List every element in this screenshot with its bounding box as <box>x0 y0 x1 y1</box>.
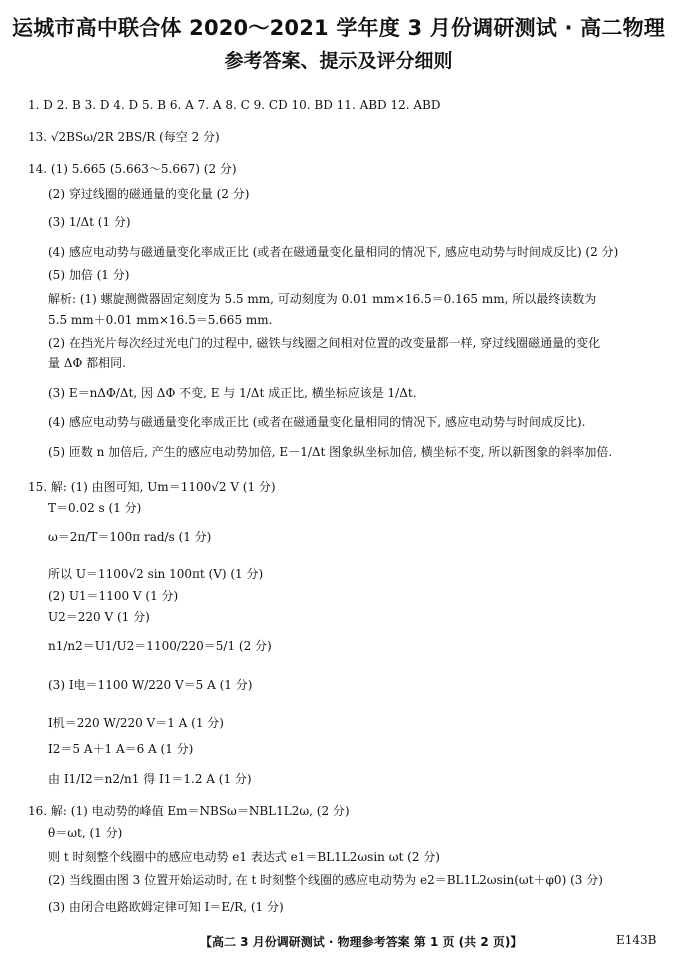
answer-line-analysis: 解析: (1) 螺旋测微器固定刻度为 5.5 mm, 可动刻度为 0.01 mm×16.5＝0.165 mm, 所以最终读数为 <box>48 292 597 306</box>
answer-line-q16: (2) 当线圈由图 3 位置开始运动时, 在 t 时刻整个线圈的感应电动势为 e2＝BL1L2ωsin(ωt＋φ0) (3 分) <box>48 873 603 887</box>
answer-line-q14-4: (4) 感应电动势与磁通量变化率成正比 (或者在磁通量变化量相同的情况下, 感应电动势与时间成反比) (2 分) <box>48 245 619 259</box>
answer-line-q16: 则 t 时刻整个线圈中的感应电动势 e1 表达式 e1＝BL1L2ωsin ωt (2 分) <box>48 850 440 864</box>
answer-line-q15: I2＝5 A＋1 A＝6 A (1 分) <box>48 742 194 756</box>
page-footer: 【高二 3 月份调研测试 · 物理参考答案 第 1 页 (共 2 页)】 <box>200 935 523 949</box>
answer-line-analysis: (5) 匝数 n 加倍后, 产生的感应电动势加倍, E－1/Δt 图象纵坐标加倍, 横坐标不变, 所以新图象的斜率加倍. <box>48 445 613 459</box>
answer-line-analysis: (4) 感应电动势与磁通量变化率成正比 (或者在磁通量变化量相同的情况下, 感应电动势与时间成反比). <box>48 415 586 429</box>
answer-line-q14-2: (2) 穿过线圈的磁通量的变化量 (2 分) <box>48 187 250 201</box>
answer-line-q15: T＝0.02 s (1 分) <box>48 501 142 515</box>
answer-line-analysis: 量 ΔΦ 都相同. <box>48 356 126 370</box>
answer-line-q15: (3) I电＝1100 W/220 V＝5 A (1 分) <box>48 678 253 692</box>
page-title: 运城市高中联合体 2020～2021 学年度 3 月份调研测试 · 高二物理 <box>12 16 665 40</box>
answer-line-analysis: (2) 在挡光片每次经过光电门的过程中, 磁铁与线圈之间相对位置的改变量都一样, 穿过线圈磁通量的变化 <box>48 336 601 350</box>
answer-line-q15: U2＝220 V (1 分) <box>48 610 150 624</box>
answer-line-q16: (3) 由闭合电路欧姆定律可知 I＝E/R, (1 分) <box>48 900 284 914</box>
answer-line-q14-5: (5) 加倍 (1 分) <box>48 268 130 282</box>
answer-line-q14-3: (3) 1/Δt (1 分) <box>48 215 131 229</box>
answer-line-q15: n1/n2＝U1/U2＝1100/220＝5/1 (2 分) <box>48 639 272 653</box>
answer-line-q16: 16. 解: (1) 电动势的峰值 Em＝NBSω＝NBL1L2ω, (2 分) <box>28 804 350 818</box>
answer-line-q15: 15. 解: (1) 由图可知, Um＝1100√2 V (1 分) <box>28 480 276 494</box>
answer-line-q16: θ＝ωt, (1 分) <box>48 826 123 840</box>
answer-line-analysis: 5.5 mm＋0.01 mm×16.5＝5.665 mm. <box>48 313 273 327</box>
answer-line-q15: (2) U1＝1100 V (1 分) <box>48 589 179 603</box>
answer-line-q15: 由 I1/I2＝n2/n1 得 I1＝1.2 A (1 分) <box>48 772 252 786</box>
answer-line-q15: 所以 U＝1100√2 sin 100πt (V) (1 分) <box>48 567 264 581</box>
answer-line-q15: I机＝220 W/220 V＝1 A (1 分) <box>48 716 224 730</box>
answer-line-analysis: (3) E＝nΔΦ/Δt, 因 ΔΦ 不变, E 与 1/Δt 成正比, 横坐标应该是 1/Δt. <box>48 386 417 400</box>
answer-line-q15: ω＝2π/T＝100π rad/s (1 分) <box>48 530 212 544</box>
page-subtitle: 参考答案、提示及评分细则 <box>224 50 453 72</box>
answer-line-mc: 1. D 2. B 3. D 4. D 5. B 6. A 7. A 8. C 9. CD 10. BD 11. ABD 12. ABD <box>28 98 441 112</box>
answer-line-q14-1: 14. (1) 5.665 (5.663～5.667) (2 分) <box>28 162 237 176</box>
answer-line-q13: 13. √2BSω/2R 2BS/R (每空 2 分) <box>28 130 220 144</box>
document-code: E143B <box>616 933 657 947</box>
